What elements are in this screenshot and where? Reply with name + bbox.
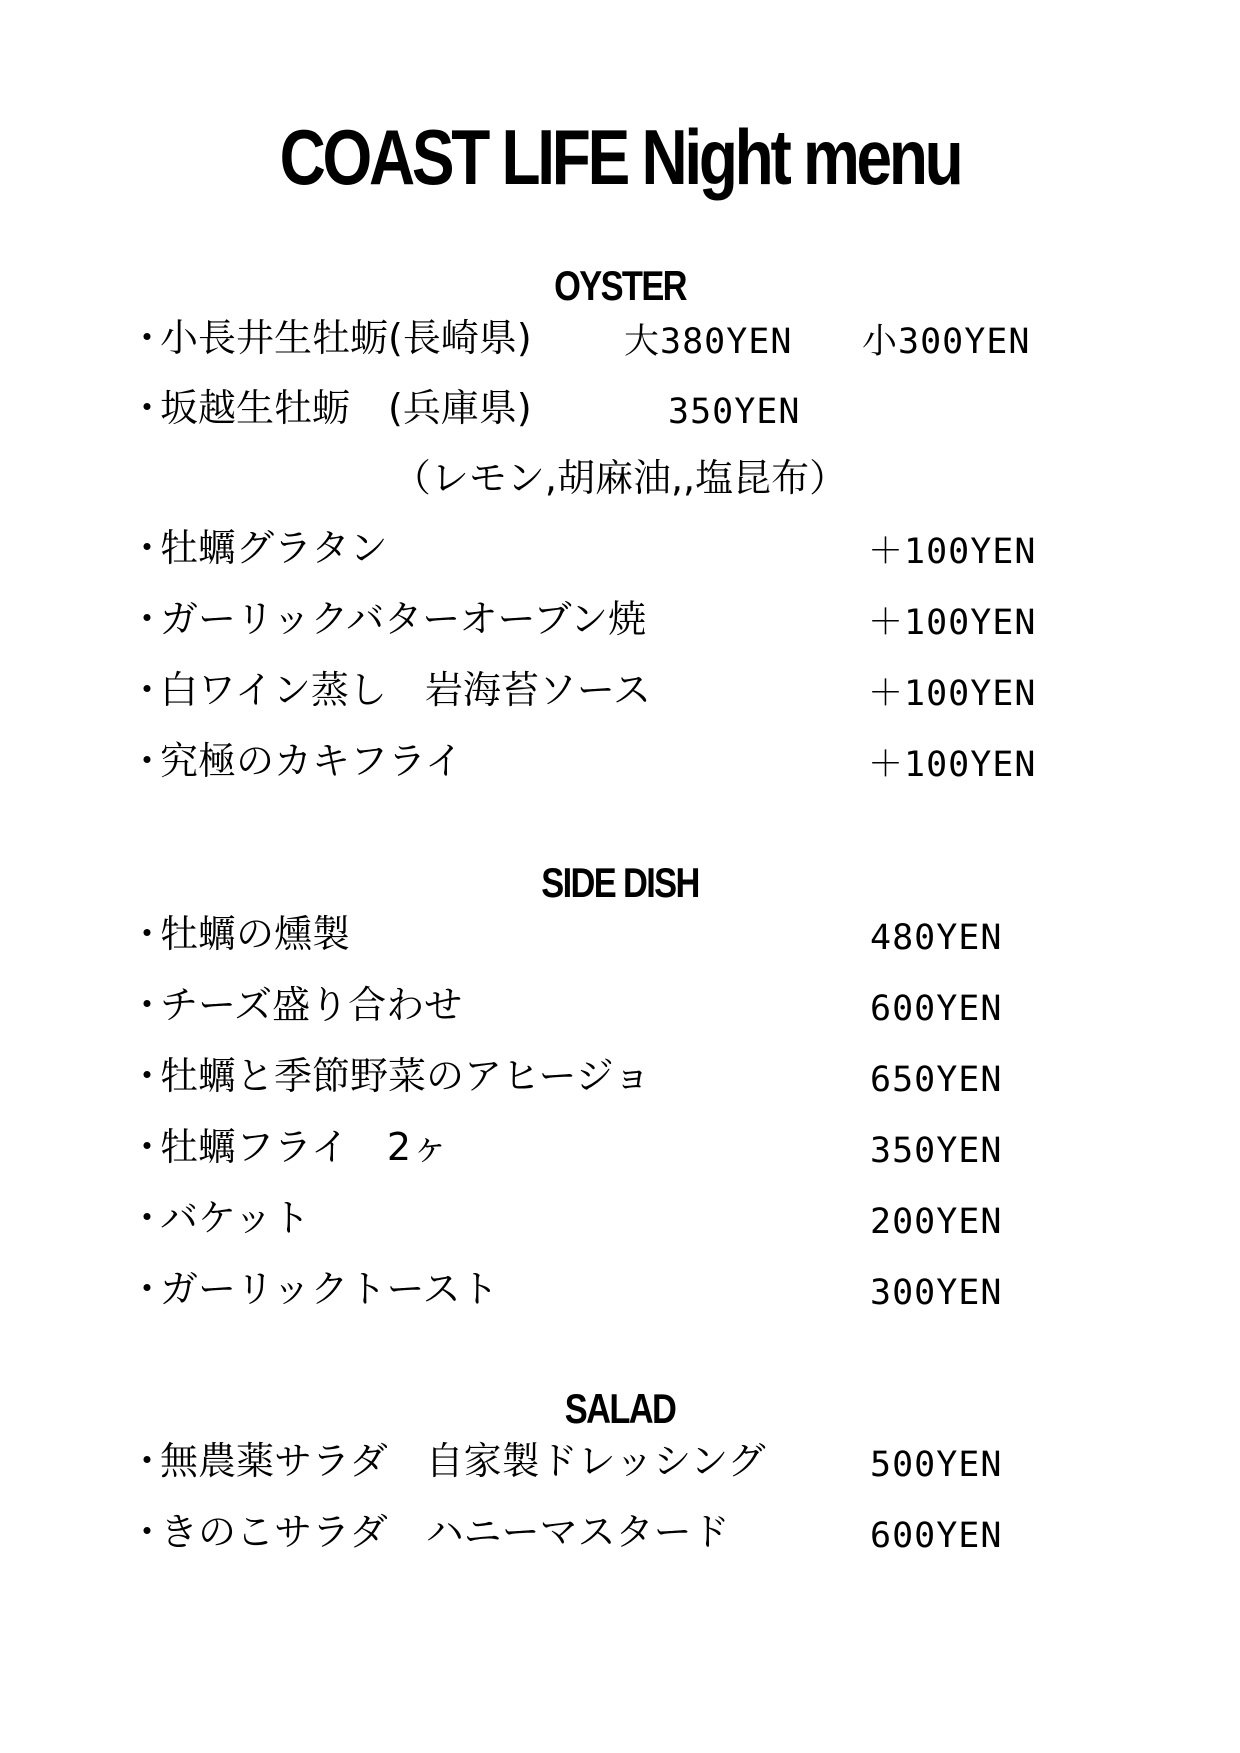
salad-heading: SALAD [564, 1385, 676, 1432]
item-name: 究極のカキフライ [160, 739, 463, 783]
item-name: 牡蠣グラタン [160, 526, 388, 570]
item-name: チーズ盛り合わせ [160, 983, 463, 1027]
item-price: 650YEN [870, 1060, 1003, 1100]
oyster-option [0, 733, 1240, 789]
item-price: 300YEN [870, 1273, 1003, 1313]
side-dish-item [0, 1119, 1240, 1175]
item-price: 500YEN [870, 1445, 1003, 1485]
bullet: ・ [128, 1267, 167, 1311]
oyster-condiments-note: （レモン,胡麻油,,塩昆布） [392, 456, 848, 500]
item-price: ＋100YEN [868, 603, 1037, 643]
item-name: ガーリックトースト [160, 1267, 499, 1311]
oyster-heading: OYSTER [554, 262, 686, 309]
oyster-option [0, 662, 1240, 718]
oyster-option [0, 591, 1240, 647]
bullet: ・ [128, 739, 167, 783]
item-price: 600YEN [870, 1516, 1003, 1556]
item-price: 350YEN [668, 392, 801, 432]
bullet: ・ [128, 1196, 167, 1240]
item-name: バケット [160, 1196, 311, 1240]
item-price-small: 小300YEN [862, 322, 1031, 362]
item-name: 牡蠣フライ 2ヶ [160, 1125, 450, 1169]
bullet: ・ [128, 1125, 167, 1169]
side-dish-item [0, 1048, 1240, 1104]
item-price-large: 大380YEN [624, 322, 793, 362]
item-price: 600YEN [870, 989, 1003, 1029]
item-name: 白ワイン蒸し 岩海苔ソース [160, 668, 651, 712]
oyster-item-koganai [0, 310, 1240, 366]
bullet: ・ [128, 668, 167, 712]
item-price: ＋100YEN [868, 674, 1037, 714]
bullet: ・ [128, 1054, 167, 1098]
menu-title: COAST LIFE Night menu [279, 113, 961, 201]
bullet: ・ [128, 983, 167, 1027]
bullet: ・ [128, 912, 167, 956]
item-name: 無農薬サラダ 自家製ドレッシング [160, 1439, 766, 1483]
item-name: 坂越生牡蛎 (兵庫県) [160, 386, 532, 430]
bullet: ・ [128, 1510, 167, 1554]
item-name: 牡蠣と季節野菜のアヒージョ [160, 1054, 651, 1098]
side-dish-item [0, 906, 1240, 962]
item-price: 350YEN [870, 1131, 1003, 1171]
side-dish-item [0, 977, 1240, 1033]
item-name: 小長井生牡蛎(長崎県) [160, 316, 532, 360]
item-price: ＋100YEN [868, 532, 1037, 572]
bullet: ・ [128, 386, 167, 430]
item-name: 牡蠣の燻製 [160, 912, 351, 956]
side-dish-item [0, 1190, 1240, 1246]
salad-item [0, 1433, 1240, 1489]
oyster-option [0, 520, 1240, 576]
oyster-item-sakoshi [0, 380, 1240, 436]
bullet: ・ [128, 526, 167, 570]
item-name: ガーリックバターオーブン焼 [160, 597, 647, 641]
item-name: きのこサラダ ハニーマスタード [160, 1510, 730, 1554]
salad-item [0, 1504, 1240, 1560]
side-dish-item [0, 1261, 1240, 1317]
bullet: ・ [128, 1439, 167, 1483]
item-price: 480YEN [870, 918, 1003, 958]
bullet: ・ [128, 316, 167, 360]
item-price: 200YEN [870, 1202, 1003, 1242]
item-price: ＋100YEN [868, 745, 1037, 785]
side-dish-heading: SIDE DISH [541, 859, 699, 906]
bullet: ・ [128, 597, 167, 641]
